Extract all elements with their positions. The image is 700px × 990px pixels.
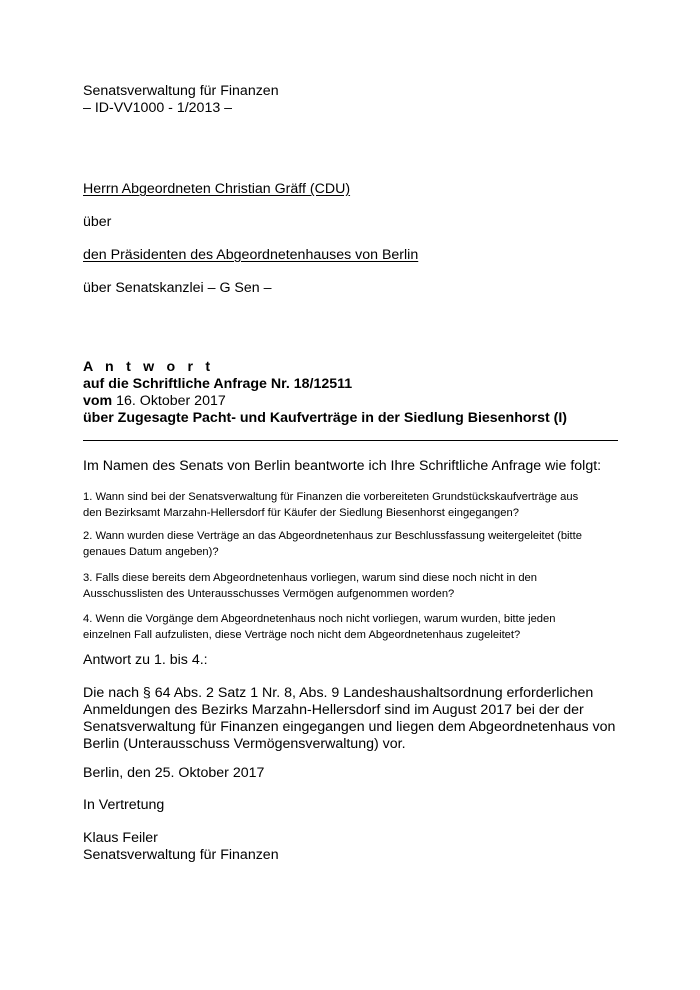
- inquiry-date: [83, 393, 567, 410]
- question-1: [83, 490, 578, 521]
- inquiry-number: auf die Schriftliche Anfrage Nr. 18/12511: [83, 376, 353, 392]
- question-line: den Bezirksamt Marzahn-Hellersdorf für Käufer der Siedlung Biesenhorst eingegangen?: [83, 506, 519, 519]
- intro-text: Im Namen des Senats von Berlin beantworte ich Ihre Schriftliche Anfrage wie folgt:: [83, 458, 602, 474]
- question-line: 4. Wenn die Vorgänge dem Abgeordnetenhaus noch nicht vorliegen, warum wurden, bitte jeden: [83, 613, 556, 625]
- intro-block: [83, 458, 601, 475]
- via-label: über: [83, 214, 112, 230]
- question-line: 2. Wann wurden diese Verträge an das Abgeordnetenhaus zur Beschlussfassung weitergeleitet (bitte: [83, 530, 582, 542]
- in-vertretung: In Vertretung: [83, 797, 165, 813]
- heading-divider: [83, 440, 618, 441]
- president-addressee: den Präsidenten des Abgeordnetenhauses von Berlin: [83, 247, 419, 263]
- question-line: 3. Falls diese bereits dem Abgeordnetenhaus vorliegen, warum sind diese noch nicht in den: [83, 572, 537, 584]
- senate-chancellery: über Senatskanzlei – G Sen –: [83, 280, 272, 296]
- via-block-1: [83, 214, 111, 231]
- recipient-block: [83, 181, 350, 198]
- question-3: [83, 571, 537, 602]
- question-2: [83, 529, 582, 560]
- answer-label-block: [83, 652, 208, 669]
- inquiry-subject: über Zugesagte Pacht- und Kaufverträge in der Siedlung Biesenhorst (I): [83, 410, 568, 426]
- sender-reference: – ID-VV1000 - 1/2013 –: [83, 100, 233, 116]
- signatory-office: Senatsverwaltung für Finanzen: [83, 847, 279, 863]
- vom-label: vom: [83, 393, 113, 409]
- answer-body: [83, 685, 615, 753]
- answer-line: Berlin (Unterausschuss Vermögensverwaltung) vor.: [83, 736, 406, 752]
- via-block-2: [83, 280, 272, 297]
- vom-date: 16. Oktober 2017: [112, 393, 226, 409]
- signature-block: [83, 830, 279, 864]
- in-vertretung-block: [83, 797, 164, 814]
- president-block: [83, 247, 418, 264]
- question-line: einzelnen Fall aufzulisten, diese Verträge noch nicht dem Abgeordnetenhaus zugeleitet?: [83, 628, 521, 641]
- answer-label: Antwort zu 1. bis 4.:: [83, 652, 208, 668]
- sender-office: Senatsverwaltung für Finanzen: [83, 83, 279, 99]
- question-line: genaues Datum angeben)?: [83, 545, 219, 558]
- answer-line: Senatsverwaltung für Finanzen eingegangen und liegen dem Abgeordnetenhaus von: [83, 719, 616, 735]
- question-line: 1. Wann sind bei der Senatsverwaltung für Finanzen die vorbereiteten Grundstückskaufverträge aus: [83, 491, 579, 503]
- answer-heading: [83, 359, 567, 427]
- place-date: Berlin, den 25. Oktober 2017: [83, 765, 265, 781]
- answer-line: Anmeldungen des Bezirks Marzahn-Hellersdorf sind im August 2017 bei der der: [83, 702, 584, 718]
- antwort-title: A n t w o r t: [83, 359, 215, 375]
- recipient-name: Herrn Abgeordneten Christian Gräff (CDU): [83, 181, 351, 197]
- question-4: [83, 612, 555, 643]
- question-line: Ausschusslisten des Unterausschusses Vermögen aufgenommen worden?: [83, 587, 455, 600]
- place-date-block: [83, 765, 264, 782]
- sender-block: [83, 83, 279, 117]
- signatory-name: Klaus Feiler: [83, 830, 158, 846]
- answer-line: Die nach § 64 Abs. 2 Satz 1 Nr. 8, Abs. 9 Landeshaushaltsordnung erforderlichen: [83, 685, 594, 701]
